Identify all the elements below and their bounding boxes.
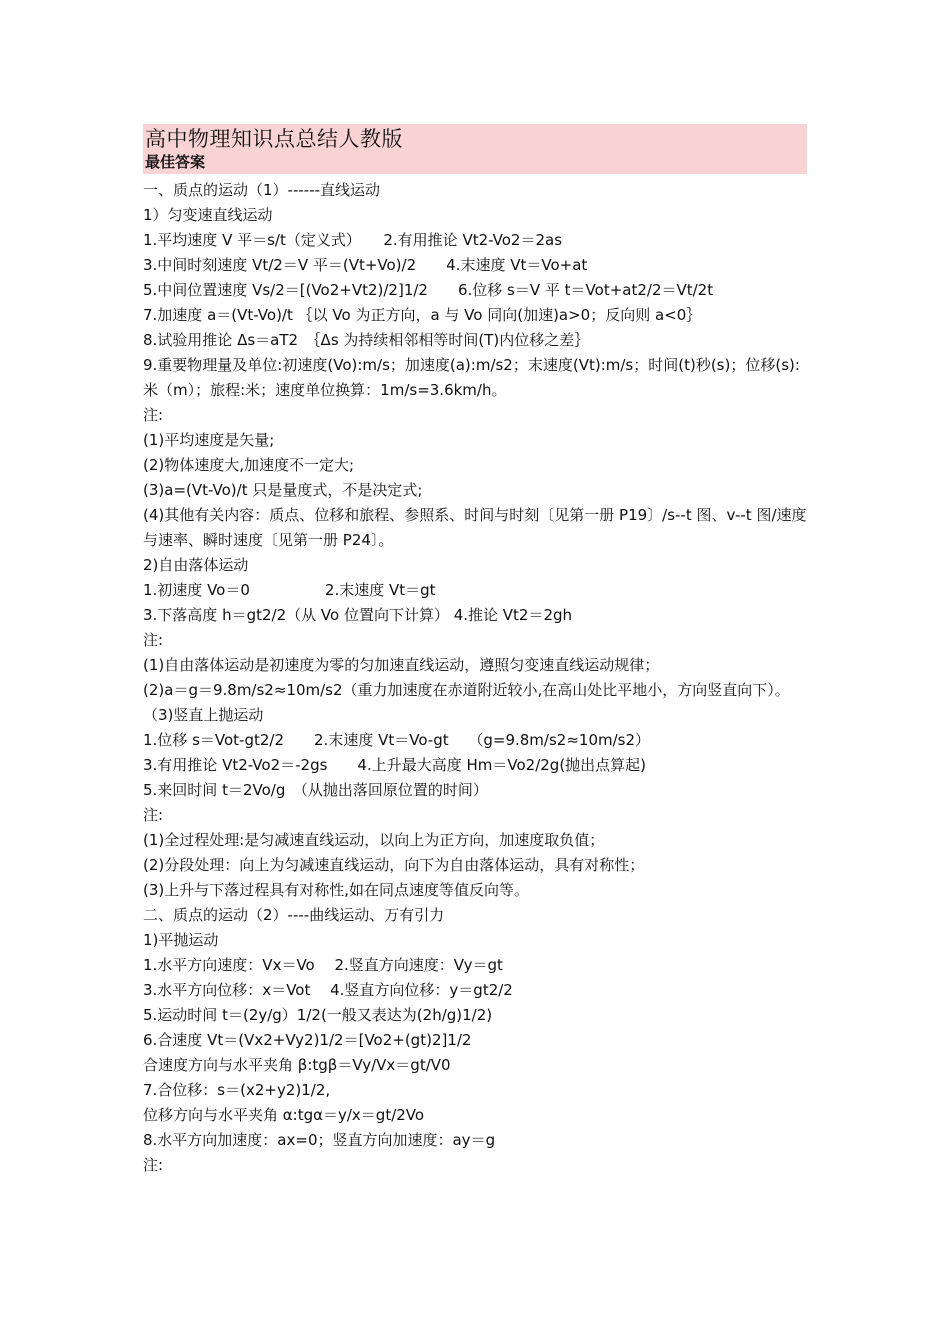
text-line: 9.重要物理量及单位:初速度(Vo):m/s；加速度(a):m/s2；末速度(Vt):m/s；时间(t)秒(s)；位移(s):米（m）；旅程:米；速度单位换算：1m/s=3.6km/h。	[143, 356, 800, 399]
text-line: 1.平均速度 V 平＝s/t（定义式） 2.有用推论 Vt2-Vo2＝2as	[143, 231, 563, 249]
text-line: 2)自由落体运动	[143, 556, 249, 574]
document-body	[143, 178, 807, 1178]
text-line: (1)全过程处理:是匀减速直线运动，以向上为正方向，加速度取负值；	[143, 831, 605, 849]
text-line: (4)其他有关内容：质点、位移和旅程、参照系、时间与时刻〔见第一册 P19〕/s--t 图、v--t 图/速度与速率、瞬时速度〔见第一册 P24〕。	[143, 506, 807, 549]
text-line: 5.中间位置速度 Vs/2＝[(Vo2+Vt2)/2]1/2 6.位移 s＝V 平 t＝Vot+at2/2＝Vt/2t	[143, 281, 714, 299]
text-line: (2)a＝g＝9.8m/s2≈10m/s2（重力加速度在赤道附近较小,在高山处比平地小，方向竖直向下）。	[143, 681, 790, 699]
title-block	[143, 124, 807, 174]
text-line: (1)自由落体运动是初速度为零的匀加速直线运动，遵照匀变速直线运动规律；	[143, 656, 660, 674]
text-line: 位移方向与水平夹角 α:tgα＝y/x＝gt/2Vo	[143, 1106, 425, 1124]
text-line: 3.下落高度 h＝gt2/2（从 Vo 位置向下计算） 4.推论 Vt2＝2gh	[143, 606, 573, 624]
text-line: 7.加速度 a＝(Vt-Vo)/t ｛以 Vo 为正方向，a 与 Vo 同向(加速)a>0；反向则 a<0｝	[143, 306, 702, 324]
document-title: 高中物理知识点总结人教版	[145, 127, 403, 151]
text-line: (3)上升与下落过程具有对称性,如在同点速度等值反向等。	[143, 881, 530, 899]
text-line: 注:	[143, 1156, 164, 1174]
text-line: 二、质点的运动（2）----曲线运动、万有引力	[143, 906, 445, 924]
text-line: 7.合位移：s＝(x2+y2)1/2,	[143, 1081, 331, 1099]
text-line: 注:	[143, 406, 164, 424]
text-line: 3.有用推论 Vt2-Vo2＝-2gs 4.上升最大高度 Hm＝Vo2/2g(抛出点算起)	[143, 756, 647, 774]
text-line: 1.初速度 Vo＝0 2.末速度 Vt＝gt	[143, 581, 436, 599]
text-line: 合速度方向与水平夹角 β:tgβ＝Vy/Vx＝gt/V0	[143, 1056, 451, 1074]
document-subtitle: 最佳答案	[145, 153, 206, 171]
text-line: 5.来回时间 t＝2Vo/g （从抛出落回原位置的时间）	[143, 781, 488, 799]
text-line: (2)分段处理：向上为匀减速直线运动，向下为自由落体运动，具有对称性；	[143, 856, 645, 874]
text-line: 注:	[143, 631, 164, 649]
text-line: (1)平均速度是矢量;	[143, 431, 275, 449]
text-line: （3)竖直上抛运动	[143, 706, 264, 724]
text-line: 8.试验用推论 Δs＝aT2 ｛Δs 为持续相邻相等时间(T)内位移之差｝	[143, 331, 590, 349]
text-line: 1.水平方向速度：Vx＝Vo 2.竖直方向速度：Vy＝gt	[143, 956, 503, 974]
text-line: 6.合速度 Vt＝(Vx2+Vy2)1/2＝[Vo2+(gt)2]1/2	[143, 1031, 472, 1049]
text-line: 1.位移 s＝Vot-gt2/2 2.末速度 Vt＝Vo-gt （g=9.8m/s2≈10m/s2）	[143, 731, 651, 749]
text-line: 3.水平方向位移：x＝Vot 4.竖直方向位移：y＝gt2/2	[143, 981, 513, 999]
text-line: 一、质点的运动（1）------直线运动	[143, 181, 381, 199]
text-line: 8.水平方向加速度：ax=0；竖直方向加速度：ay＝g	[143, 1131, 496, 1149]
text-line: (2)物体速度大,加速度不一定大;	[143, 456, 355, 474]
text-line: 1）匀变速直线运动	[143, 206, 273, 224]
text-line: 5.运动时间 t＝(2y/g）1/2(一般又表达为(2h/g)1/2)	[143, 1006, 493, 1024]
text-line: 注:	[143, 806, 164, 824]
document-page	[143, 124, 807, 1178]
text-line: 3.中间时刻速度 Vt/2＝V 平＝(Vt+Vo)/2 4.末速度 Vt＝Vo+at	[143, 256, 588, 274]
text-line: (3)a=(Vt-Vo)/t 只是量度式，不是决定式;	[143, 481, 423, 499]
text-line: 1)平抛运动	[143, 931, 219, 949]
